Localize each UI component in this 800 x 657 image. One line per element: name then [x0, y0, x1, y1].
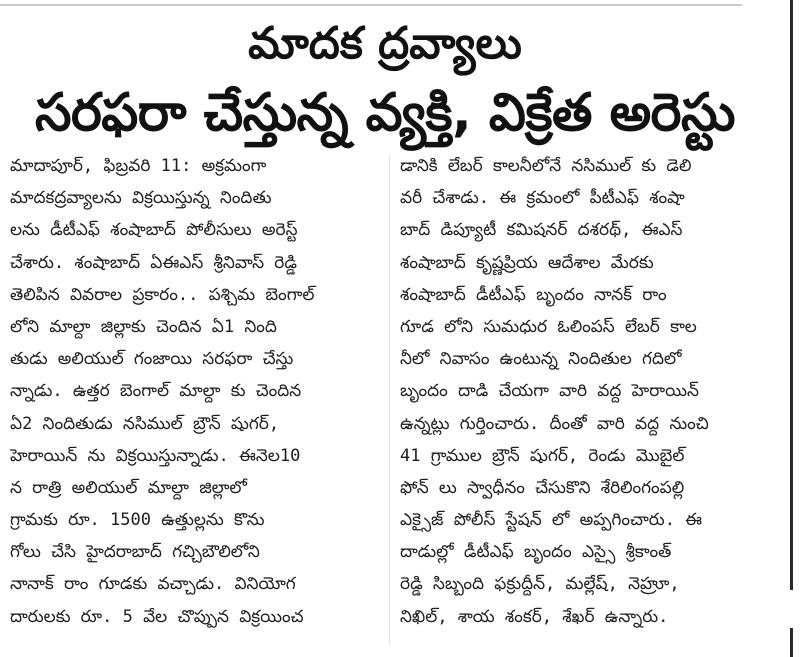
article-line: నిఖిల్, శాయ శంకర్, శేఖర్ ఉన్నారు.: [400, 606, 669, 627]
article-line: లను డీటీఎఫ్ శంషాబాద్ పోలీసులు అరెస్ట్: [10, 220, 298, 241]
article-line: లోని మాల్దా జిల్లాకు చెందిన ఏ1 నింది: [10, 316, 277, 337]
top-rule: [0, 4, 742, 6]
article-line: గోలు చేసి హైదరాబాద్ గచ్చిబౌలిలోని: [10, 542, 260, 563]
article-line: ఉన్నట్లు గుర్తించారు. దీంతో వారి వద్ద నుంచి: [400, 413, 709, 434]
article-line: న్నాడు. ఉత్తర బెంగాల్ మాల్దా కు చెందిన: [10, 381, 302, 402]
article-line: తెలిపిన వివరాల ప్రకారం.. పశ్చిమ బెంగాల్: [10, 284, 315, 305]
article-line: గూడ లోని సుమధుర ఓలింపస్ లేబర్ కాల: [400, 316, 697, 337]
article-line: దాడుల్లో డీటీఎఫ్ బృందం ఎస్సై శ్రీకాంత్: [400, 542, 672, 563]
article-line: మాదాపూర్, ఫిబ్రవరి 11: అక్రమంగా: [10, 156, 267, 176]
article-line: గ్రామకు రూ. 1500 ఉత్తుల్లను కొను: [10, 510, 265, 531]
article-line: చేశారు. శంషాబాద్ ఏఈఎస్ శ్రీనివాస్ రెడ్డి: [10, 252, 297, 273]
article-line: ఏ2 నిందితుడు నసిముల్ బ్రౌన్ షుగర్,: [10, 413, 280, 434]
headline-line-2: సరఫరా చేస్తున్న వ్యక్తి, విక్రేత అరెస్టు: [34, 83, 736, 143]
article-line: వరీ చేశాడు. ఈ క్రమంలో పీటీఎఫ్ శంషా: [400, 188, 685, 209]
article-line: హెరాయిన్ ను విక్రయిస్తున్నాడు. ఈనెల10: [10, 445, 301, 466]
article-line: తుడు అలియుల్ గంజాయి సరఫరా చేస్తు: [10, 349, 294, 370]
article-line: బాద్ డిప్యూటీ కమిషనర్ దశరథ్, ఈఎస్: [400, 220, 683, 241]
article-line: ఎక్సైజ్ పోలీస్ స్టేషన్ లో అప్పగించారు. ఈ: [400, 510, 703, 531]
article-line: నీలో నివాసం ఉంటున్న నిందితుల గదిలో: [400, 349, 682, 370]
article-line: శంషాబాద్ కృష్ణప్రియ ఆదేశాల మేరకు: [400, 252, 654, 273]
right-border-rule: [790, 0, 793, 590]
column-divider: [389, 155, 390, 645]
article-line: బృందం దాడి చేయగా వారి వద్ద హెరాయిన్: [400, 381, 699, 402]
article-line: 41 గ్రాముల బ్రౌన్ షుగర్, రెండు మొబైల్: [400, 445, 685, 466]
article-column-right: [400, 150, 770, 633]
article-line: దారులకు రూ. 5 వేల చొప్పున విక్రయించ: [10, 606, 304, 627]
article-line: న రాత్రి అలియుల్ మాల్దా జిల్లాలో: [10, 477, 247, 498]
article-column-left: [10, 150, 382, 633]
article-line: మాదకద్రవ్యాలను విక్రయిస్తున్న నిందితు: [10, 188, 272, 209]
article-line: శంషాబాద్ డీటీఎఫ్ బృందం నానక్ రాం: [400, 284, 667, 305]
headline-line-1: మాదక ద్రవ్యాలు: [248, 18, 522, 69]
article-line: డానికి లేబర్ కాలనీలోనే నసిముల్ కు డెలి: [400, 156, 692, 176]
article-line: నానాక్ రాం గూడకు వచ్చాడు. వినియోగ: [10, 574, 296, 595]
right-border-rule-lower: [790, 628, 793, 657]
article-line: ఫోన్ లు స్వాధీనం చేసుకొని శేరిలింగంపల్లి: [400, 477, 685, 498]
article-line: రెడ్డి సిబ్బంది ఫక్రుద్దీన్, మల్లేష్, నెహ్రూ,: [400, 574, 680, 595]
